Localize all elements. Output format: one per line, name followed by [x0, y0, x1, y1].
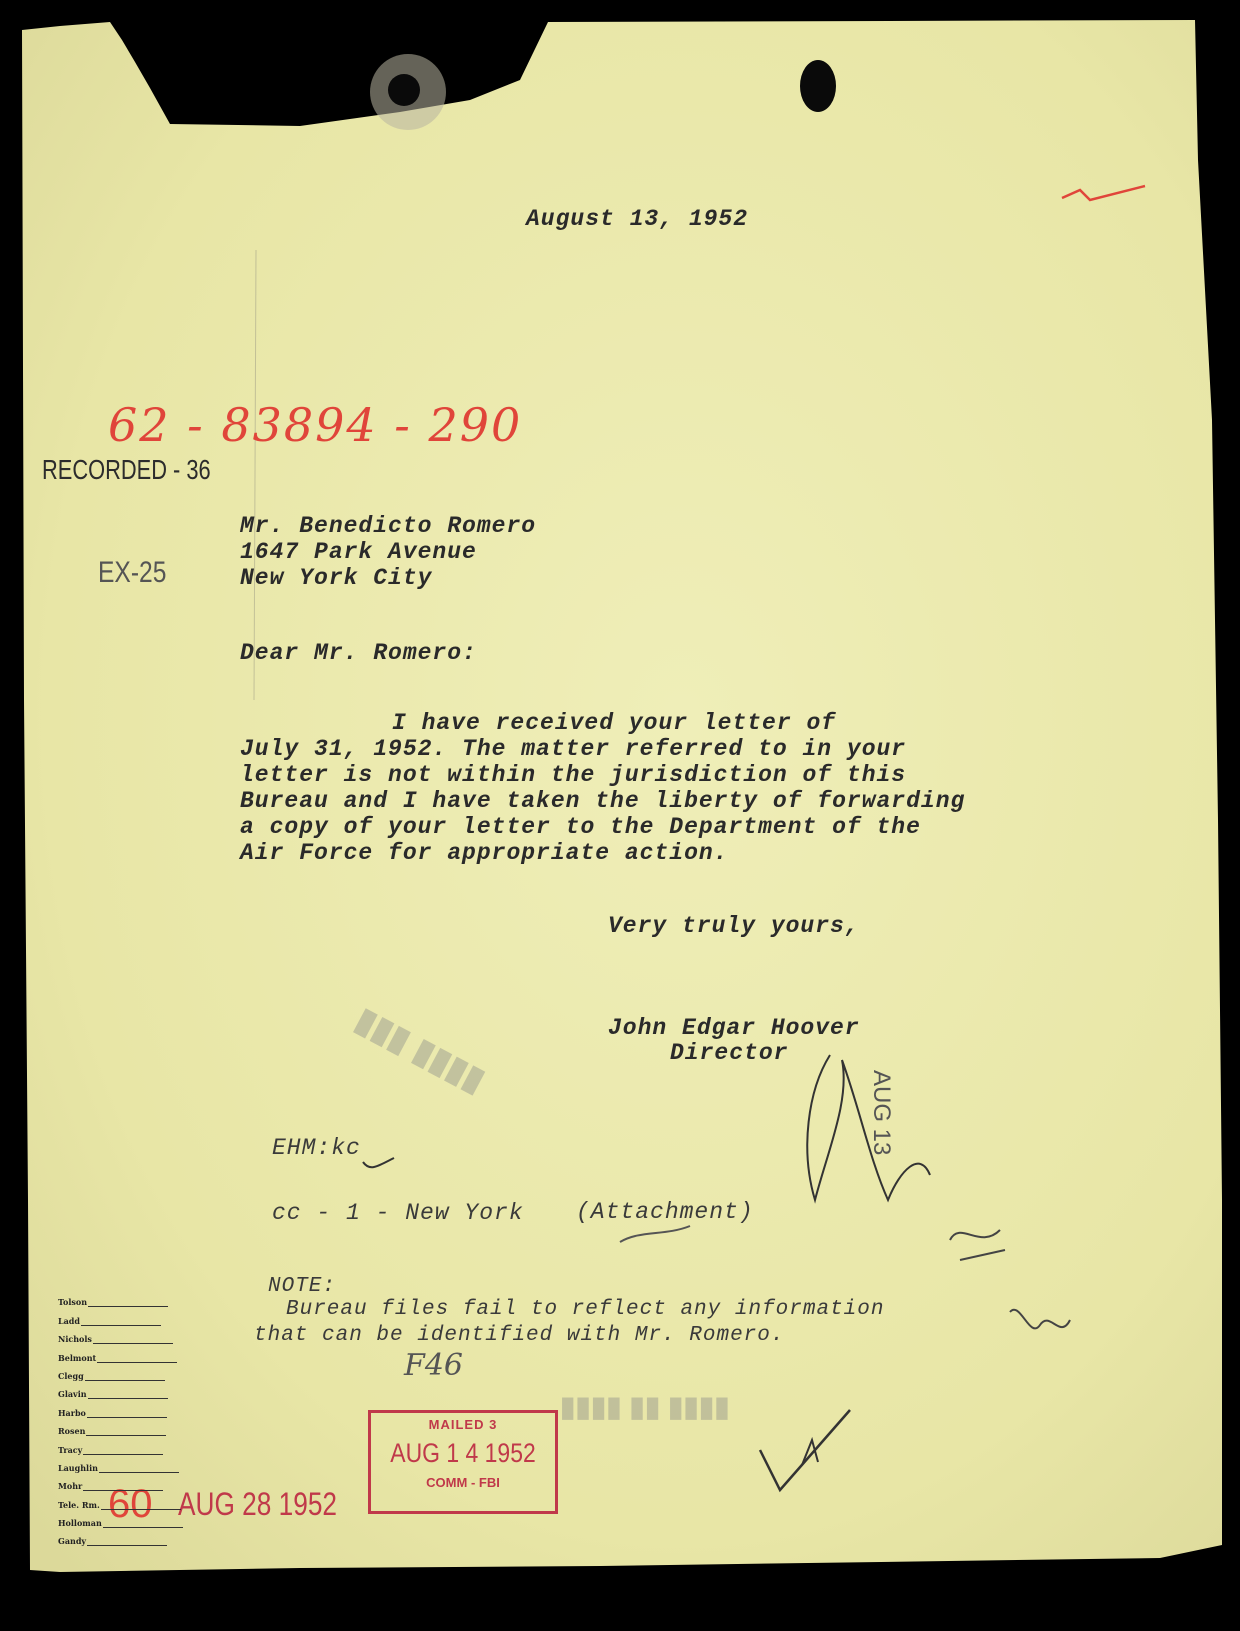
closing: Very truly yours, [608, 913, 860, 939]
routing-name: Tele. Rm. [58, 1499, 100, 1510]
routing-name: Mohr [58, 1481, 83, 1492]
routing-name: Rosen [58, 1426, 86, 1437]
routing-entry [58, 1363, 183, 1381]
cc-line: cc - 1 - New York [272, 1200, 524, 1226]
routing-entry [58, 1436, 183, 1454]
routing-entry [58, 1491, 183, 1509]
routing-entry [58, 1289, 183, 1307]
routing-list [58, 1289, 183, 1546]
received-stamp: AUG 13 [868, 1070, 895, 1156]
body-line: July 31, 1952. The matter referred to in your [240, 736, 907, 762]
signer-name: John Edgar Hoover [608, 1015, 860, 1041]
letter-body [240, 710, 965, 866]
punch-hole [388, 74, 420, 106]
recorded-stamp: RECORDED - 36 [42, 454, 211, 485]
routing-entry [58, 1528, 183, 1546]
routing-entry [58, 1473, 183, 1491]
letter-date: August 13, 1952 [526, 206, 749, 232]
note-block [254, 1297, 885, 1349]
routing-entry [58, 1307, 183, 1325]
routing-name: Gandy [58, 1536, 87, 1547]
address-line: New York City [240, 565, 433, 591]
faded-stamp: ▮▮▮ ▮▮▮▮ [349, 1000, 492, 1100]
ex-stamp: EX-25 [98, 556, 167, 589]
routing-name: Belmont [58, 1352, 97, 1363]
routing-entry [58, 1418, 183, 1436]
body-line: Air Force for appropriate action. [240, 840, 729, 866]
note-label: NOTE: [268, 1275, 337, 1298]
address-line: 1647 Park Avenue [240, 539, 477, 565]
address-block [240, 513, 536, 591]
punch-hole [800, 60, 836, 112]
body-line: I have received your letter of [392, 710, 837, 736]
body-line: a copy of your letter to the Department of the [240, 814, 921, 840]
address-line: Mr. Benedicto Romero [240, 513, 537, 539]
routing-entry [58, 1455, 183, 1473]
note-line: that can be identified with Mr. Romero. [254, 1324, 785, 1347]
routing-name: Ladd [58, 1315, 80, 1326]
routing-name: Glavin [58, 1389, 87, 1400]
routing-name: Tracy [58, 1444, 83, 1455]
routing-entry [58, 1510, 183, 1528]
mailed-date: AUG 1 4 1952 [390, 1438, 536, 1468]
routing-entry [58, 1326, 183, 1344]
typist-initials: EHM:kc [272, 1135, 361, 1161]
signer-title: Director [670, 1040, 789, 1066]
indexed-number: 60 [108, 1482, 153, 1526]
mailed-stamp [368, 1410, 558, 1514]
mailed-footer: COMM - FBI [426, 1475, 500, 1490]
routing-name: Clegg [58, 1370, 84, 1381]
body-line: Bureau and I have taken the liberty of forwarding [240, 788, 966, 814]
routing-name: Harbo [58, 1407, 86, 1418]
indexed-date: AUG 28 1952 [178, 1486, 338, 1522]
body-line: letter is not within the jurisdiction of this [240, 762, 907, 788]
note-line: Bureau files fail to reflect any information [286, 1298, 885, 1321]
routing-name: Holloman [58, 1518, 102, 1529]
routing-name: Nichols [58, 1334, 92, 1345]
routing-entry [58, 1344, 183, 1362]
routing-name: Tolson [58, 1297, 88, 1308]
handwritten-file-initials: F46 [404, 1348, 463, 1383]
attachment-note: (Attachment) [576, 1199, 754, 1225]
faded-stamp: ▮▮▮▮ ▮▮ ▮▮▮▮ [560, 1391, 730, 1422]
routing-entry [58, 1381, 183, 1399]
mailed-label: MAILED 3 [428, 1417, 498, 1432]
routing-entry [58, 1399, 183, 1417]
routing-name: Laughlin [58, 1462, 98, 1473]
file-number: 62 - 83894 - 290 [108, 398, 523, 452]
salutation: Dear Mr. Romero: [240, 640, 477, 666]
